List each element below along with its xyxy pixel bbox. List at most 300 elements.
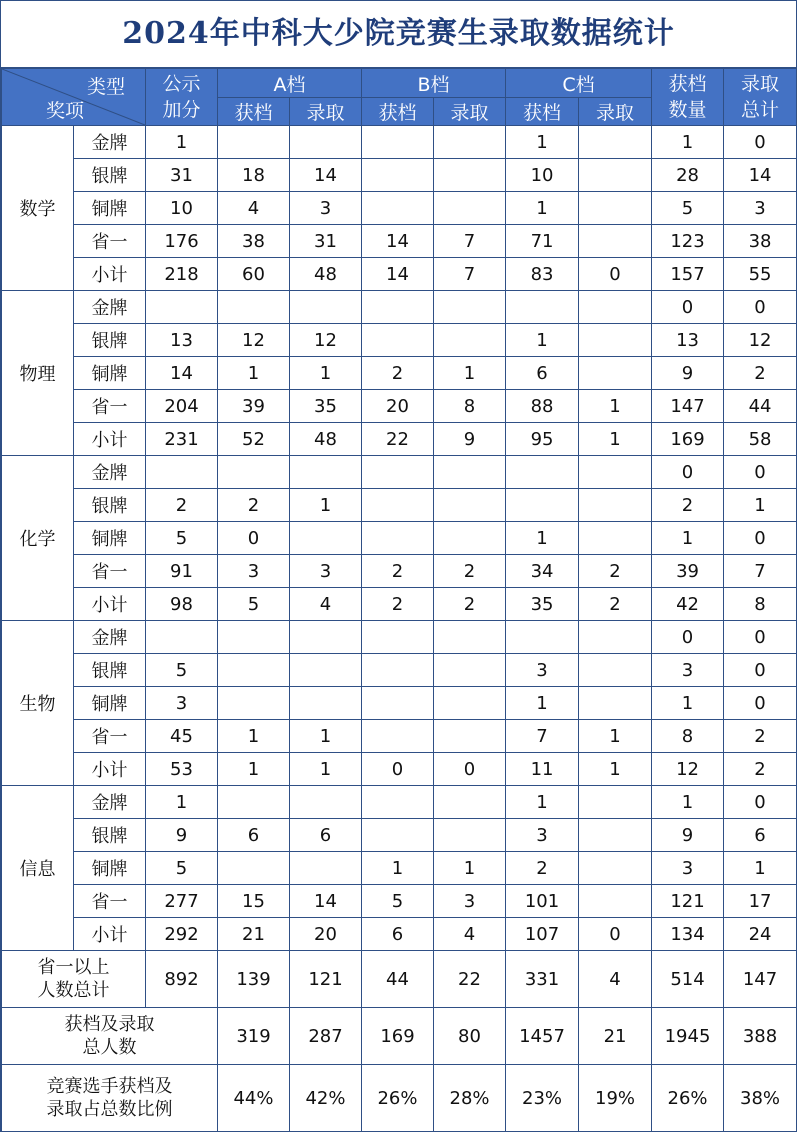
table-row: [2, 126, 797, 159]
table-row: [2, 357, 797, 390]
table-row: [2, 753, 797, 786]
value-cell: 134: [652, 918, 724, 951]
value-cell: [290, 786, 362, 819]
summary-total-cell: 892: [146, 951, 218, 1008]
value-cell: 39: [652, 555, 724, 588]
value-cell: 1: [579, 720, 652, 753]
value-cell: [579, 621, 652, 654]
value-cell: 4: [290, 588, 362, 621]
value-cell: 1: [724, 852, 797, 885]
value-cell: 3: [506, 819, 579, 852]
value-cell: [290, 687, 362, 720]
value-cell: 0: [724, 456, 797, 489]
value-cell: 2: [652, 489, 724, 522]
public-bonus-line1: 公示: [162, 73, 201, 95]
summary-ratio-cell: 23%: [506, 1065, 579, 1132]
value-cell: 9: [434, 423, 506, 456]
b-admit-header: 录取: [434, 98, 506, 126]
value-cell: 21: [218, 918, 290, 951]
total-admit-line1: 录取: [741, 73, 780, 95]
value-cell: 1: [506, 192, 579, 225]
value-cell: [146, 456, 218, 489]
summary-all-cell: 169: [362, 1008, 434, 1065]
table-row: [2, 291, 797, 324]
value-cell: 0: [218, 522, 290, 555]
count-line1: 获档: [668, 73, 707, 95]
value-cell: 5: [218, 588, 290, 621]
value-cell: 3: [652, 654, 724, 687]
table-row: [2, 258, 797, 291]
value-cell: 31: [290, 225, 362, 258]
table-row: [2, 225, 797, 258]
summary-all-cell: 1457: [506, 1008, 579, 1065]
award-cell: 铜牌: [74, 357, 146, 390]
value-cell: 39: [218, 390, 290, 423]
value-cell: 3: [218, 555, 290, 588]
value-cell: [434, 720, 506, 753]
value-cell: 292: [146, 918, 218, 951]
table-row: [2, 489, 797, 522]
value-cell: 8: [652, 720, 724, 753]
value-cell: 28: [652, 159, 724, 192]
value-cell: 14: [362, 225, 434, 258]
value-cell: 10: [506, 159, 579, 192]
value-cell: 0: [362, 753, 434, 786]
value-cell: [579, 225, 652, 258]
value-cell: 176: [146, 225, 218, 258]
summary-all-cell: 21: [579, 1008, 652, 1065]
value-cell: 1: [218, 357, 290, 390]
award-cell: 小计: [74, 258, 146, 291]
table-row: [2, 918, 797, 951]
value-cell: [146, 291, 218, 324]
summary-total-label: [2, 951, 146, 1008]
total-admit-line2: 总计: [741, 99, 780, 121]
count-header: [652, 69, 724, 126]
value-cell: 95: [506, 423, 579, 456]
value-cell: 0: [652, 456, 724, 489]
value-cell: [434, 159, 506, 192]
value-cell: 48: [290, 423, 362, 456]
value-cell: 277: [146, 885, 218, 918]
value-cell: 38: [724, 225, 797, 258]
value-cell: [362, 126, 434, 159]
award-cell: 金牌: [74, 786, 146, 819]
value-cell: [290, 126, 362, 159]
summary-total-cell: 4: [579, 951, 652, 1008]
subject-cell: 生物: [2, 621, 74, 786]
value-cell: 44: [724, 390, 797, 423]
value-cell: 1: [434, 357, 506, 390]
summary-total-cell: 22: [434, 951, 506, 1008]
value-cell: [434, 291, 506, 324]
value-cell: 0: [724, 654, 797, 687]
value-cell: 3: [146, 687, 218, 720]
value-cell: 11: [506, 753, 579, 786]
value-cell: [434, 819, 506, 852]
a-get-header: 获档: [218, 98, 290, 126]
award-cell: 小计: [74, 423, 146, 456]
value-cell: 58: [724, 423, 797, 456]
value-cell: [362, 159, 434, 192]
summary-all-label: [2, 1008, 218, 1065]
value-cell: [362, 654, 434, 687]
value-cell: 24: [724, 918, 797, 951]
value-cell: 0: [724, 687, 797, 720]
value-cell: [362, 489, 434, 522]
value-cell: [579, 159, 652, 192]
value-cell: [579, 291, 652, 324]
value-cell: [506, 291, 579, 324]
value-cell: 1: [652, 786, 724, 819]
value-cell: [218, 852, 290, 885]
award-cell: 金牌: [74, 291, 146, 324]
value-cell: [362, 456, 434, 489]
value-cell: 5: [146, 654, 218, 687]
value-cell: 12: [652, 753, 724, 786]
value-cell: 15: [218, 885, 290, 918]
value-cell: [290, 291, 362, 324]
value-cell: 71: [506, 225, 579, 258]
value-cell: [434, 786, 506, 819]
value-cell: [434, 621, 506, 654]
award-cell: 省一: [74, 885, 146, 918]
corner-award-label: 奖项: [46, 100, 85, 122]
value-cell: 1: [652, 687, 724, 720]
group-a-header: A档: [218, 69, 362, 98]
table-row: [2, 621, 797, 654]
table-row: [2, 192, 797, 225]
value-cell: [362, 522, 434, 555]
value-cell: 1: [506, 786, 579, 819]
value-cell: 1: [290, 720, 362, 753]
table-row: [2, 885, 797, 918]
value-cell: [290, 621, 362, 654]
value-cell: 7: [506, 720, 579, 753]
value-cell: 7: [434, 225, 506, 258]
table-body: [2, 126, 797, 1132]
table-row: [2, 687, 797, 720]
award-cell: 银牌: [74, 654, 146, 687]
value-cell: 0: [724, 126, 797, 159]
value-cell: 45: [146, 720, 218, 753]
value-cell: 0: [724, 621, 797, 654]
summary-ratio-label-line2: 录取占总数比例: [46, 1099, 173, 1120]
award-cell: 省一: [74, 225, 146, 258]
public-bonus-header: [146, 69, 218, 126]
value-cell: 0: [434, 753, 506, 786]
corner-type-label: 类型: [86, 76, 125, 98]
value-cell: 13: [652, 324, 724, 357]
value-cell: [434, 654, 506, 687]
value-cell: [579, 126, 652, 159]
table-row: [2, 423, 797, 456]
award-cell: 银牌: [74, 324, 146, 357]
value-cell: 98: [146, 588, 218, 621]
value-cell: 22: [362, 423, 434, 456]
table-header: [2, 69, 797, 126]
value-cell: [218, 786, 290, 819]
value-cell: [506, 456, 579, 489]
award-cell: 银牌: [74, 819, 146, 852]
value-cell: [362, 819, 434, 852]
value-cell: 1: [579, 423, 652, 456]
value-cell: 31: [146, 159, 218, 192]
value-cell: 52: [218, 423, 290, 456]
c-get-header: 获档: [506, 98, 579, 126]
value-cell: 1: [724, 489, 797, 522]
summary-ratio-label: [2, 1065, 218, 1132]
value-cell: 0: [724, 291, 797, 324]
value-cell: 14: [146, 357, 218, 390]
value-cell: 1: [652, 126, 724, 159]
value-cell: 157: [652, 258, 724, 291]
value-cell: 9: [652, 819, 724, 852]
value-cell: [434, 456, 506, 489]
award-cell: 铜牌: [74, 522, 146, 555]
value-cell: 0: [579, 258, 652, 291]
award-cell: 小计: [74, 753, 146, 786]
value-cell: [506, 489, 579, 522]
summary-total-cell: 121: [290, 951, 362, 1008]
value-cell: [362, 324, 434, 357]
value-cell: 20: [362, 390, 434, 423]
value-cell: 2: [218, 489, 290, 522]
award-cell: 银牌: [74, 159, 146, 192]
value-cell: 14: [724, 159, 797, 192]
value-cell: 3: [434, 885, 506, 918]
value-cell: 20: [290, 918, 362, 951]
value-cell: [434, 522, 506, 555]
value-cell: 4: [434, 918, 506, 951]
summary-ratio-cell: 38%: [724, 1065, 797, 1132]
value-cell: 1: [146, 786, 218, 819]
value-cell: 2: [724, 720, 797, 753]
value-cell: 8: [724, 588, 797, 621]
value-cell: [218, 621, 290, 654]
value-cell: [579, 489, 652, 522]
summary-total-cell: 514: [652, 951, 724, 1008]
value-cell: 9: [652, 357, 724, 390]
value-cell: [579, 819, 652, 852]
summary-all-cell: 80: [434, 1008, 506, 1065]
value-cell: 0: [579, 918, 652, 951]
value-cell: 2: [434, 555, 506, 588]
summary-all-cell: 287: [290, 1008, 362, 1065]
value-cell: [362, 621, 434, 654]
corner-header: [2, 69, 146, 126]
award-cell: 省一: [74, 555, 146, 588]
value-cell: 88: [506, 390, 579, 423]
value-cell: 12: [724, 324, 797, 357]
table-row: [2, 324, 797, 357]
subject-cell: 数学: [2, 126, 74, 291]
value-cell: [434, 192, 506, 225]
value-cell: [290, 456, 362, 489]
award-cell: 小计: [74, 918, 146, 951]
value-cell: [434, 489, 506, 522]
value-cell: 91: [146, 555, 218, 588]
summary-total-label-line1: 省一以上: [37, 957, 110, 978]
value-cell: 231: [146, 423, 218, 456]
value-cell: 14: [362, 258, 434, 291]
table-row: [2, 456, 797, 489]
value-cell: [218, 687, 290, 720]
value-cell: 6: [506, 357, 579, 390]
value-cell: 2: [146, 489, 218, 522]
table-row: [2, 390, 797, 423]
value-cell: [362, 786, 434, 819]
value-cell: 6: [724, 819, 797, 852]
award-cell: 银牌: [74, 489, 146, 522]
subject-cell: 化学: [2, 456, 74, 621]
value-cell: 38: [218, 225, 290, 258]
value-cell: [434, 126, 506, 159]
value-cell: 17: [724, 885, 797, 918]
value-cell: [218, 654, 290, 687]
award-cell: 省一: [74, 720, 146, 753]
table-row: [2, 720, 797, 753]
table-row: [2, 522, 797, 555]
value-cell: 12: [218, 324, 290, 357]
value-cell: 147: [652, 390, 724, 423]
value-cell: 5: [652, 192, 724, 225]
award-cell: 铜牌: [74, 687, 146, 720]
value-cell: 48: [290, 258, 362, 291]
summary-all-row: [2, 1008, 797, 1065]
value-cell: 107: [506, 918, 579, 951]
value-cell: 5: [362, 885, 434, 918]
value-cell: 2: [434, 588, 506, 621]
award-cell: 小计: [74, 588, 146, 621]
value-cell: 35: [290, 390, 362, 423]
admission-table: [1, 68, 797, 1132]
value-cell: [579, 786, 652, 819]
summary-total-cell: 139: [218, 951, 290, 1008]
summary-total-cell: 44: [362, 951, 434, 1008]
table-row: [2, 588, 797, 621]
summary-all-cell: 319: [218, 1008, 290, 1065]
value-cell: 12: [290, 324, 362, 357]
value-cell: [579, 885, 652, 918]
value-cell: 8: [434, 390, 506, 423]
value-cell: [579, 456, 652, 489]
value-cell: 6: [290, 819, 362, 852]
value-cell: 3: [506, 654, 579, 687]
award-cell: 铜牌: [74, 852, 146, 885]
summary-ratio-cell: 42%: [290, 1065, 362, 1132]
summary-ratio-row: [2, 1065, 797, 1132]
value-cell: 3: [724, 192, 797, 225]
public-bonus-line2: 加分: [162, 99, 201, 121]
value-cell: 2: [362, 588, 434, 621]
summary-ratio-cell: 26%: [652, 1065, 724, 1132]
value-cell: 2: [724, 357, 797, 390]
value-cell: 3: [290, 192, 362, 225]
value-cell: [362, 291, 434, 324]
summary-all-label-line2: 总人数: [82, 1037, 137, 1058]
value-cell: [579, 687, 652, 720]
value-cell: 1: [290, 489, 362, 522]
value-cell: 14: [290, 885, 362, 918]
value-cell: 2: [506, 852, 579, 885]
value-cell: 0: [652, 621, 724, 654]
value-cell: [434, 687, 506, 720]
value-cell: [290, 852, 362, 885]
count-line2: 数量: [668, 99, 707, 121]
value-cell: 1: [434, 852, 506, 885]
award-cell: 金牌: [74, 456, 146, 489]
table-row: [2, 555, 797, 588]
subject-cell: 信息: [2, 786, 74, 951]
value-cell: [290, 522, 362, 555]
value-cell: 42: [652, 588, 724, 621]
value-cell: [218, 456, 290, 489]
value-cell: 123: [652, 225, 724, 258]
value-cell: 0: [724, 786, 797, 819]
summary-total-cell: 331: [506, 951, 579, 1008]
summary-total-cell: 147: [724, 951, 797, 1008]
value-cell: 3: [290, 555, 362, 588]
subject-cell: 物理: [2, 291, 74, 456]
value-cell: [434, 324, 506, 357]
value-cell: 9: [146, 819, 218, 852]
value-cell: 34: [506, 555, 579, 588]
value-cell: 1: [652, 522, 724, 555]
value-cell: 10: [146, 192, 218, 225]
value-cell: 7: [434, 258, 506, 291]
award-cell: 省一: [74, 390, 146, 423]
value-cell: 53: [146, 753, 218, 786]
value-cell: 2: [362, 357, 434, 390]
summary-all-label-line1: 获档及录取: [64, 1014, 155, 1035]
value-cell: 4: [218, 192, 290, 225]
value-cell: 5: [146, 852, 218, 885]
value-cell: 6: [362, 918, 434, 951]
value-cell: [146, 621, 218, 654]
value-cell: 1: [579, 753, 652, 786]
summary-total-row: [2, 951, 797, 1008]
table-row: [2, 159, 797, 192]
value-cell: 0: [724, 522, 797, 555]
value-cell: [579, 192, 652, 225]
value-cell: 1: [290, 753, 362, 786]
value-cell: [579, 357, 652, 390]
value-cell: 55: [724, 258, 797, 291]
summary-ratio-cell: 28%: [434, 1065, 506, 1132]
value-cell: 1: [362, 852, 434, 885]
page-title: 2024年中科大少院竞赛生录取数据统计: [1, 1, 796, 68]
group-c-header: C档: [506, 69, 652, 98]
value-cell: 2: [724, 753, 797, 786]
value-cell: [579, 654, 652, 687]
value-cell: 14: [290, 159, 362, 192]
value-cell: 1: [579, 390, 652, 423]
value-cell: 7: [724, 555, 797, 588]
table-row: [2, 819, 797, 852]
group-b-header: B档: [362, 69, 506, 98]
value-cell: 204: [146, 390, 218, 423]
value-cell: 6: [218, 819, 290, 852]
value-cell: 13: [146, 324, 218, 357]
award-cell: 金牌: [74, 126, 146, 159]
value-cell: 1: [506, 126, 579, 159]
summary-ratio-cell: 44%: [218, 1065, 290, 1132]
value-cell: 1: [506, 522, 579, 555]
table-row: [2, 786, 797, 819]
value-cell: [579, 852, 652, 885]
value-cell: 18: [218, 159, 290, 192]
